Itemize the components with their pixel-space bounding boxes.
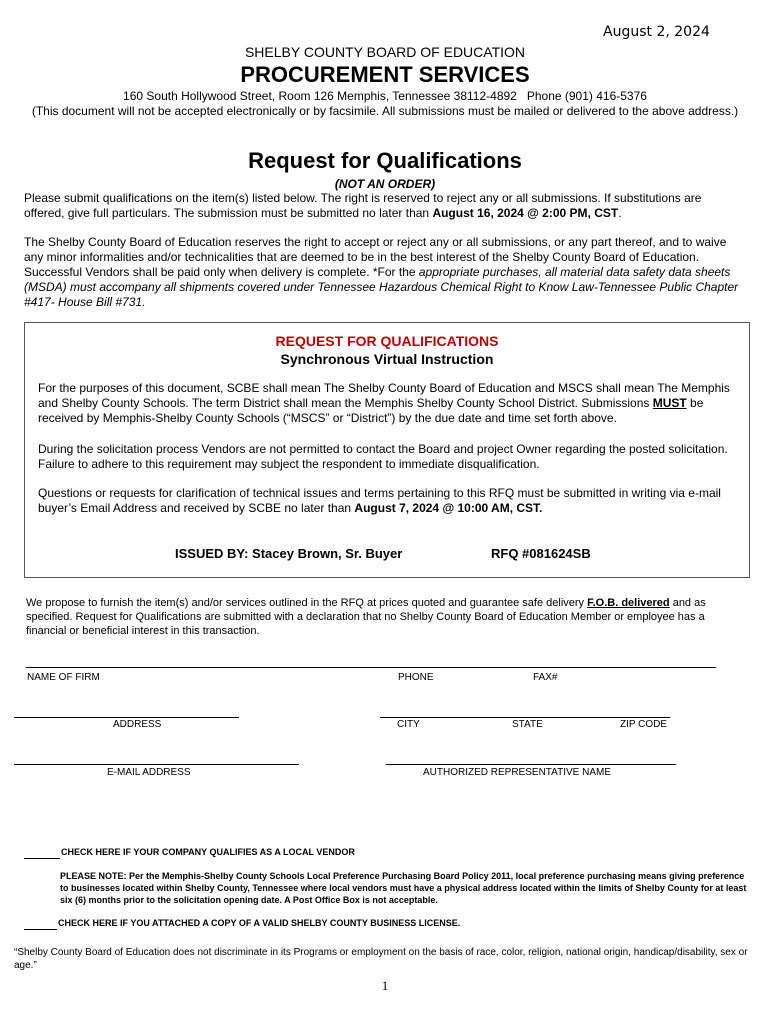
zip-label: ZIP CODE	[620, 719, 668, 730]
intro-p1-end: .	[618, 206, 622, 220]
fax-label: FAX#	[533, 672, 558, 683]
local-preference-note: PLEASE NOTE: Per the Memphis-Shelby County Schools Local Preference Purchasing Board Policy 2011, local preference purchasing means giving preference to businesses located within Shelby County, Tennessee where local vendors must have a physical address located within the limits of Shelby County for at least six (6) months prior to the solicitation opening date. A Post Office Box is not acceptable.	[60, 871, 747, 905]
department-title: PROCUREMENT SERVICES	[240, 62, 530, 87]
submission-deadline: August 16, 2024 @ 2:00 PM, CST	[432, 206, 619, 220]
msds-notice: appropriate purchases, all material data safety data sheets (MSDA) must accompany all shipments covered under Tennessee Hazardous Chemical Right to Know Law-Tennessee Public Chapter #417- House Bill #731.	[24, 265, 739, 309]
address-line[interactable]	[14, 717, 239, 718]
document-date: August 2, 2024	[603, 24, 710, 40]
proposal-text-a: We propose to furnish the item(s) and/or services outlined in the RFQ at prices quoted and guarantee safe delivery	[26, 597, 588, 609]
rfq-info-box	[24, 322, 750, 578]
authorized-rep-label: AUTHORIZED REPRESENTATIVE NAME	[423, 767, 611, 778]
questions-paragraph	[38, 486, 738, 516]
questions-deadline: August 7, 2024 @ 10:00 AM, CST.	[354, 501, 543, 515]
state-label: STATE	[512, 719, 543, 730]
license-check-line[interactable]	[24, 929, 57, 930]
submission-note: (This document will not be accepted electronically or by facsimile. All submissions must be mailed or delivered to the above address.)	[31, 104, 739, 118]
rfq-box-heading: REQUEST FOR QUALIFICATIONS	[275, 333, 499, 349]
definitions-paragraph	[38, 381, 738, 426]
local-vendor-check-label: CHECK HERE IF YOUR COMPANY QUALIFIES AS A LOCAL VENDOR	[61, 847, 355, 857]
city-state-zip-line[interactable]	[380, 717, 670, 718]
local-vendor-check-line[interactable]	[24, 858, 60, 859]
page-number: 1	[381, 978, 389, 993]
firm-info-line[interactable]	[26, 667, 716, 668]
not-an-order-label: (NOT AN ORDER)	[334, 177, 436, 191]
name-of-firm-label: NAME OF FIRM	[27, 672, 100, 683]
rfq-box-subheading: Synchronous Virtual Instruction	[280, 351, 494, 367]
intro-p1-text: Please submit qualifications on the item(s) listed below. The right is reserved to reject any or all submissions. If substitutions are offered, give full particulars. The submission must be submitted no later than	[24, 191, 702, 220]
intro-paragraph-1	[24, 191, 744, 221]
proposal-text-b: and as specified. Request for Qualifications are submitted with a declaration that no Shelby County Board of Education Member or employee has a financial or beneficial interest in this transaction.	[26, 597, 706, 637]
nondiscrimination-statement: “Shelby County Board of Education does not discriminate in its Programs or employment on the basis of race, color, religion, national origin, handicap/disability, sex or age.”	[14, 947, 748, 971]
email-line[interactable]	[14, 764, 299, 765]
city-label: CITY	[397, 719, 420, 730]
contact-restriction-paragraph: During the solicitation process Vendors are not permitted to contact the Board and project Owner regarding the posted solicitation. Failure to adhere to this requirement may subject the respondent to immediate disqualification.	[38, 442, 728, 471]
email-label: E-MAIL ADDRESS	[107, 767, 191, 778]
definitions-text-b: be received by Memphis-Shelby County Schools (“MSCS” or “District”) by the due date and time set forth above.	[38, 396, 704, 425]
intro-paragraph-2	[24, 235, 744, 310]
phone-label: PHONE	[398, 672, 434, 683]
questions-text: Questions or requests for clarification of technical issues and terms pertaining to this RFQ must be submitted in writing via e-mail buyer’s Email Address and received by SCBE no later than	[38, 486, 721, 515]
intro-p2-text: The Shelby County Board of Education reserves the right to accept or reject any or all submissions, or any part thereof, and to waive any minor informalities and/or technicalities that are deemed to be in the best interest of the Shelby County Board of Education. Successful Vendors shall be paid only when delivery is complete. *For the	[24, 235, 727, 279]
office-address: 160 South Hollywood Street, Room 126 Memphis, Tennessee 38112-4892 Phone (901) 416-5376	[123, 89, 647, 103]
address-label: ADDRESS	[113, 719, 162, 730]
rfq-number: RFQ #081624SB	[491, 546, 591, 561]
issued-by: ISSUED BY: Stacey Brown, Sr. Buyer	[175, 546, 403, 561]
authorized-rep-line[interactable]	[386, 764, 676, 765]
organization-name: SHELBY COUNTY BOARD OF EDUCATION	[244, 44, 526, 60]
definitions-text-a: For the purposes of this document, SCBE shall mean The Shelby County Board of Education and MSCS shall mean The Memphis and Shelby County Schools. The term District shall mean the Memphis Shelby County School District. Submissions	[38, 381, 730, 410]
address-block	[20, 89, 750, 119]
license-check-label: CHECK HERE IF YOU ATTACHED A COPY OF A VALID SHELBY COUNTY BUSINESS LICENSE.	[58, 918, 461, 928]
must-emphasis: MUST	[652, 396, 687, 410]
fob-delivered: F.O.B. delivered	[587, 597, 670, 609]
document-title: Request for Qualifications	[248, 148, 522, 173]
proposal-statement	[26, 596, 746, 638]
